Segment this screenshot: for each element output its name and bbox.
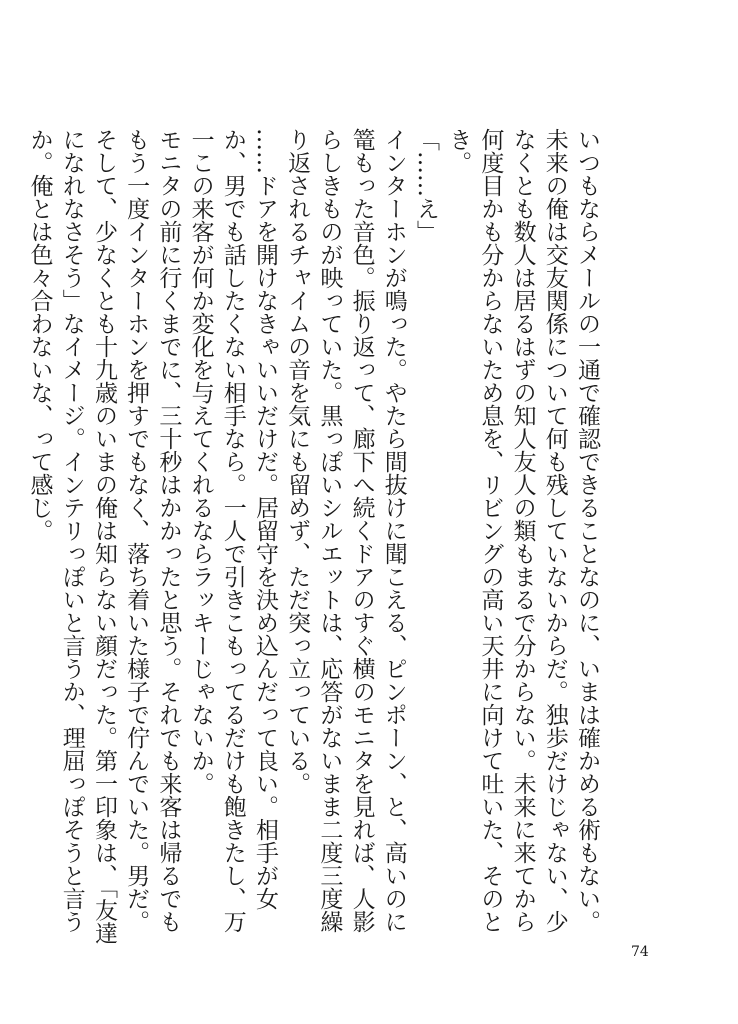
paragraph-4: ……ドアを開けなきゃいいだけだ。居留守を決め込んだって良い。相手が女か、男でも話したくない相手なら。一人で引きこもってるだけも飽きたし、万一この来客が何か変化を与えてくれるならラッキーじゃないか。 [187, 128, 278, 933]
vertical-text-block [26, 128, 603, 948]
paragraph-2: 「……え」 [412, 128, 439, 243]
paragraph-3: インターホンが鳴った。やたら間抜けに聞こえる、ピンポーン、と、高いのに篭もった音色。振り返って、廊下へ続くドアのすぐ横のモニタを見れば、人影らしきものが映っていた。黒っぽいシルエットは、応答がないまま二度三度繰り返されるチャイムの音を気にも留めず、ただ突っ立っている。 [284, 128, 407, 933]
page-number: 74 [631, 944, 649, 960]
paragraph-5: モニタの前に行くまでに、三十秒はかかったと思う。それでも来客は帰るでももう一度インターホンを押すでもなく、落ち着いた様子で佇んでいた。男だ。そして、少なくとも十九歳のいまの俺は知らない顔だった。第一印象は、「友達になれなさそう」なイメージ。インテリっぽいと言うか、理屈っぽそうと言うか。俺とは色々合わないな、って感じ。 [26, 128, 182, 945]
paragraph-1: いつもならメールの一通で確認できることなのに、いまは確かめる術もない。未来の俺は交友関係について何も残していないからだ。独歩だけじゃない、少なくとも数人は居るはずの知人友人の類もまるで分からない。未来に来てから何度目かも分からないため息を、リビングの高い天井に向けて吐いた、そのとき。 [445, 128, 600, 933]
